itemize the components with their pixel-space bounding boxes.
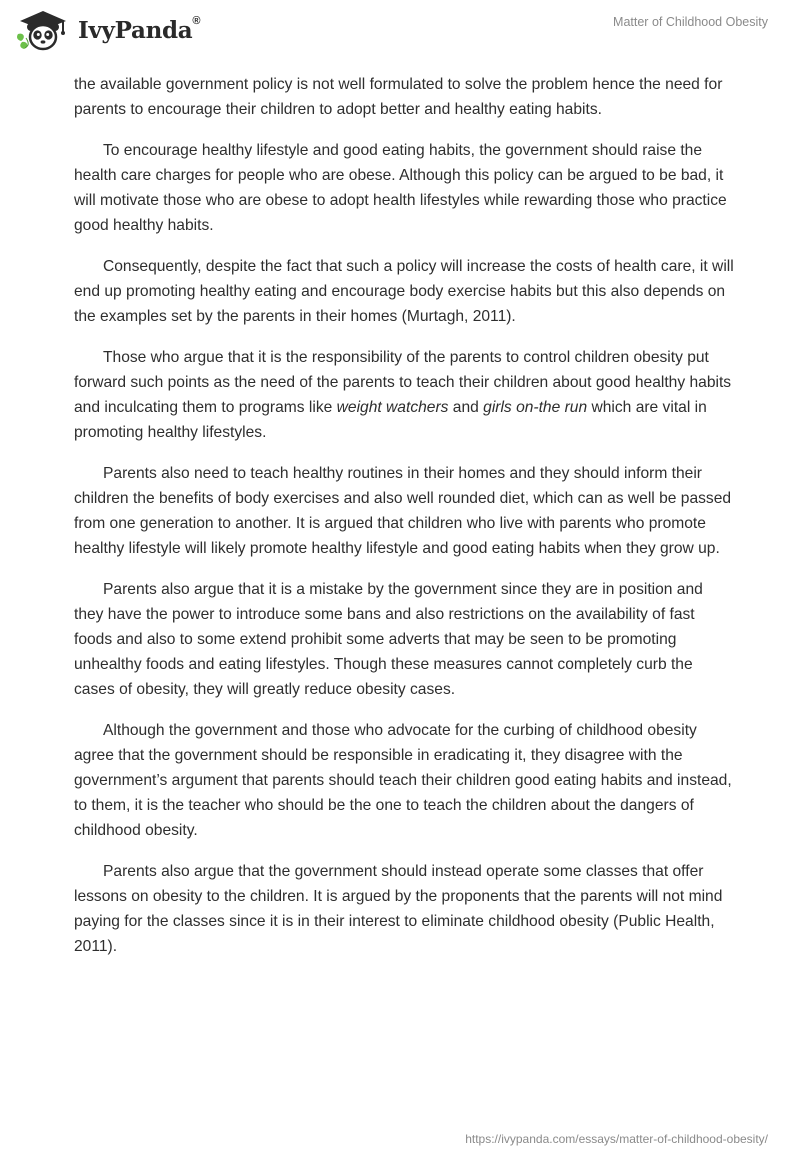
- paragraph-4-text-e: which are vital in promoting healthy lifestyles.: [74, 399, 707, 441]
- program-girls-on-the-run: girls on-the run: [483, 399, 588, 416]
- paragraph-2: To encourage healthy lifestyle and good eating habits, the government should raise the health care charges for people who are obese. Although this policy can be argued to be bad, it will motivate those who are obese to adopt health lifestyles while rewarding those who practice good healthy habits.: [74, 142, 727, 234]
- paragraph-4-text-c: and: [448, 399, 484, 416]
- paragraph-7: Although the government and those who advocate for the curbing of childhood obesity agree that the government should be responsible in eradicating it, they disagree with the government’s argument that parents should teach their children good eating habits and instead, to them, it is the teacher who should be the one to teach the children about the dangers of childhood obesity.: [74, 722, 732, 839]
- registered-mark: ®: [192, 14, 201, 27]
- paragraph-4: [74, 345, 734, 445]
- paragraph-1: the available government policy is not well formulated to solve the problem hence the need for parents to encourage their children to adopt better and healthy eating habits.: [74, 76, 723, 118]
- paragraph-4-text-a: Those who argue that it is the responsibility of the parents to control children obesity put forward such points as the need of the parents to teach their children about good healthy habits and inculcating them to programs like: [74, 349, 732, 416]
- paragraph-5: Parents also need to teach healthy routines in their homes and they should inform their children the benefits of body exercises and also well rounded diet, which can as well be passed from one generation to another. It is argued that children who live with parents who promote healthy lifestyle will likely promote healthy lifestyle and good eating habits when they grow up.: [74, 465, 732, 557]
- panda-graduate-icon: [14, 8, 72, 52]
- page-header: [0, 0, 800, 70]
- paragraph-6: Parents also argue that it is a mistake by the government since they are in position and they have the power to introduce some bans and also restrictions on the availability of fast foods and also to some extend prohibit some adverts that may be seen to be promoting unhealthy foods and eating lifestyles. Though these measures cannot completely curb the cases of obesity, they will greatly reduce obesity cases.: [74, 581, 703, 698]
- paragraph-3: Consequently, despite the fact that such a policy will increase the costs of health care, it will end up promoting healthy eating and encourage body exercise habits but this also depends on the examples set by the parents in their homes (Murtagh, 2011).: [74, 258, 734, 325]
- program-weight-watchers: weight watchers: [336, 399, 449, 416]
- essay-body: [74, 72, 734, 975]
- ivypanda-logo[interactable]: [14, 8, 200, 52]
- paragraph-8: Parents also argue that the government should instead operate some classes that offer lessons on obesity to the children. It is argued by the proponents that the parents will not mind paying for the classes since it is in their interest to eliminate childhood obesity (Public Health, 2011).: [74, 863, 723, 955]
- document-title: Matter of Childhood Obesity: [613, 15, 768, 29]
- brand-name: IvyPanda®: [78, 14, 201, 44]
- source-url[interactable]: https://ivypanda.com/essays/matter-of-childhood-obesity/: [465, 1132, 768, 1146]
